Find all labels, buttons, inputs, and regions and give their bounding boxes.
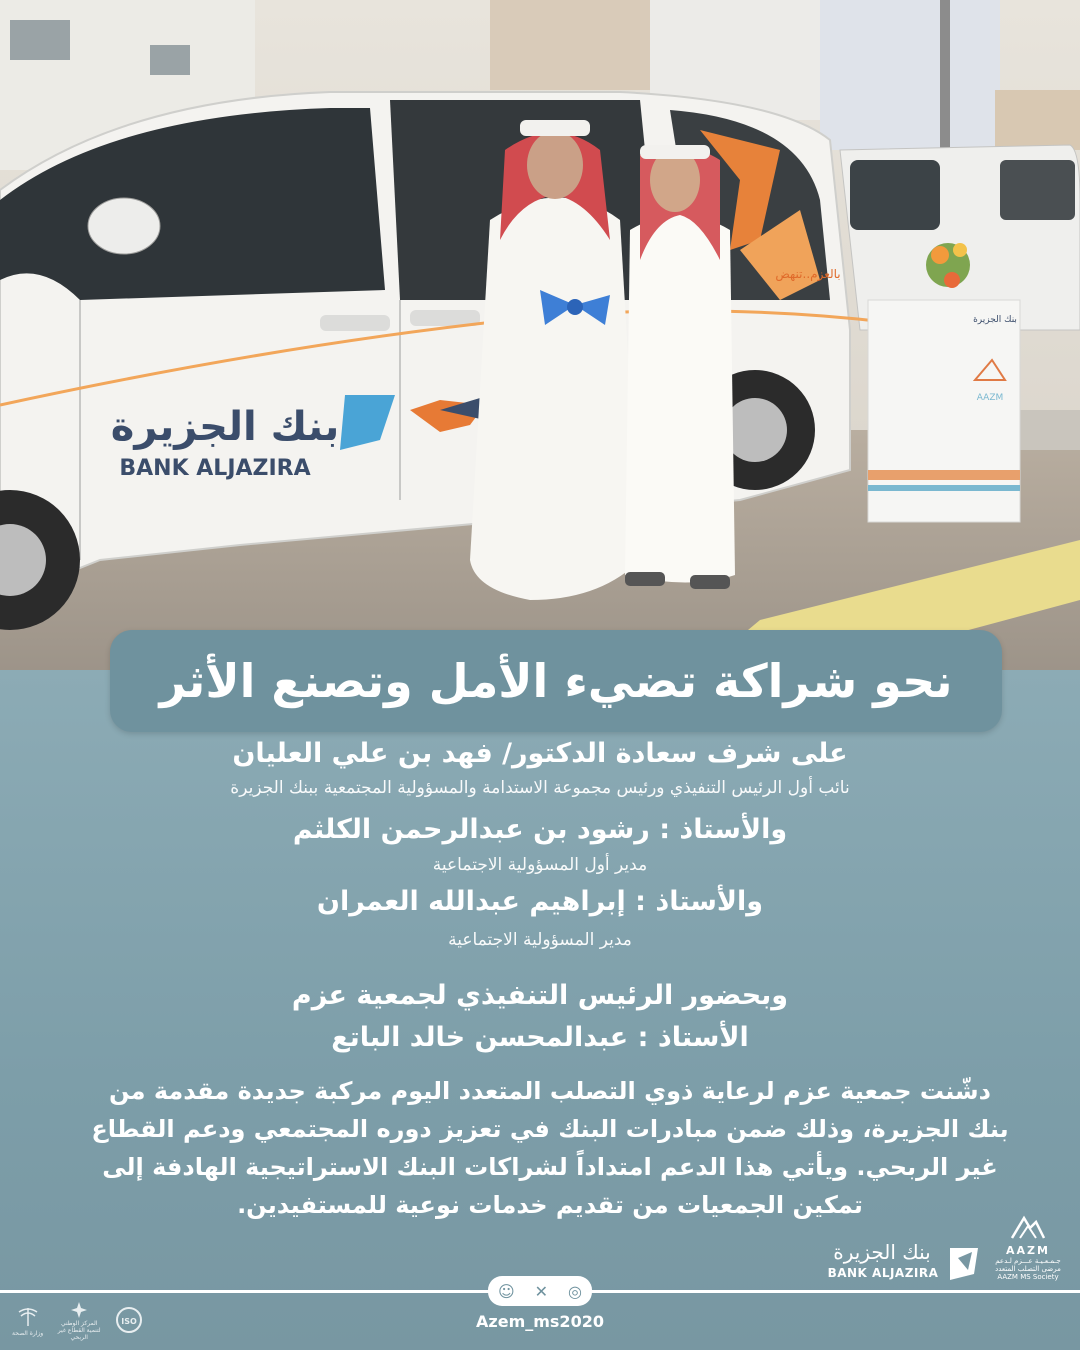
van-brand-en: BANK ALJAZIRA: [119, 456, 311, 481]
aazm-logo: [990, 1214, 1066, 1284]
headline-banner: [110, 630, 1002, 732]
person-1-name: على شرف سعادة الدكتور/ فهد بن علي العليان: [232, 738, 848, 769]
bank-aljazira-logo: [826, 1240, 986, 1286]
bank-logo-en: BANK ALJAZIRA: [827, 1266, 939, 1280]
attendance-line-1: وبحضور الرئيس التنفيذي لجمعية عزم: [291, 980, 789, 1011]
partner-logos: [12, 1302, 172, 1340]
iso-logo: [115, 1306, 143, 1336]
person-1-role: نائب أول الرئيس التنفيذي ورئيس مجموعة الاستدامة والمسؤولية المجتمعية ببنك الجزيرة: [230, 778, 850, 798]
x-icon[interactable]: ✕: [534, 1281, 549, 1301]
headline: نحو شراكة تضيء الأمل وتصنع الأثر: [159, 654, 953, 708]
person-3-role: مدير المسؤولية الاجتماعية: [448, 930, 632, 950]
attendance-line-2: الأستاذ : عبدالمحسن خالد الباتع: [331, 1022, 749, 1053]
van-slogan: بالعزم..تنهض: [775, 267, 841, 281]
bank-emblem-icon: [946, 1244, 982, 1282]
aazm-logo-ar: جـمـعـيـة عـــزم لـدعم مرضى التصلب المتعدد: [995, 1257, 1061, 1273]
ministry-of-health-logo: وزارة الصحة: [12, 1306, 43, 1337]
ncnp-emblem-icon: [71, 1302, 87, 1318]
instagram-icon[interactable]: ◎: [568, 1281, 582, 1301]
aazm-logo-title: AAZM: [1006, 1244, 1050, 1257]
snapchat-icon[interactable]: ☺: [497, 1281, 515, 1301]
svg-text:ISO: ISO: [121, 1317, 137, 1326]
person-3-name: والأستاذ : إبراهيم عبدالله العمران: [316, 886, 764, 917]
person-2-name: والأستاذ : رشود بن عبدالرحمن الكلثم: [292, 814, 788, 845]
aazm-logo-en: AAZM MS Society: [997, 1273, 1059, 1281]
aazm-emblem-icon: [1008, 1214, 1048, 1240]
iso-badge-icon: [115, 1306, 143, 1334]
announcement-body: دشّنت جمعية عزم لرعاية ذوي التصلب المتعدد اليوم مركبة جديدة مقدمة من بنك الجزيرة، وذلك ضمن مبادرات البنك في تعزيز دوره المجتمعي ودعم القطاع غير الربحي. ويأتي هذا الدعم امتداداً لشراكات البنك الاستراتيجية الهادفة إلى تمكين الجمعيات من تقديم خدمات نوعية للمستفيدين.: [91, 1077, 1009, 1219]
van-brand-ar: بنك الجزيرة: [110, 404, 340, 450]
social-handle[interactable]: Azem_ms2020: [476, 1312, 604, 1331]
event-photo: [0, 0, 1080, 670]
palm-icon: [13, 1306, 43, 1328]
stand-brand: بنك الجزيرة: [973, 315, 1017, 325]
person-2-role: مدير أول المسؤولية الاجتماعية: [432, 855, 648, 875]
stand-logo: AAZM: [976, 393, 1004, 403]
bank-logo-ar: بنك الجزيرة: [833, 1240, 931, 1264]
ncnp-logo: المركز الوطني لتنمية القطاع غير الربحي: [53, 1302, 105, 1341]
photo-illustration: [0, 0, 1080, 670]
social-icons: [488, 1276, 592, 1306]
